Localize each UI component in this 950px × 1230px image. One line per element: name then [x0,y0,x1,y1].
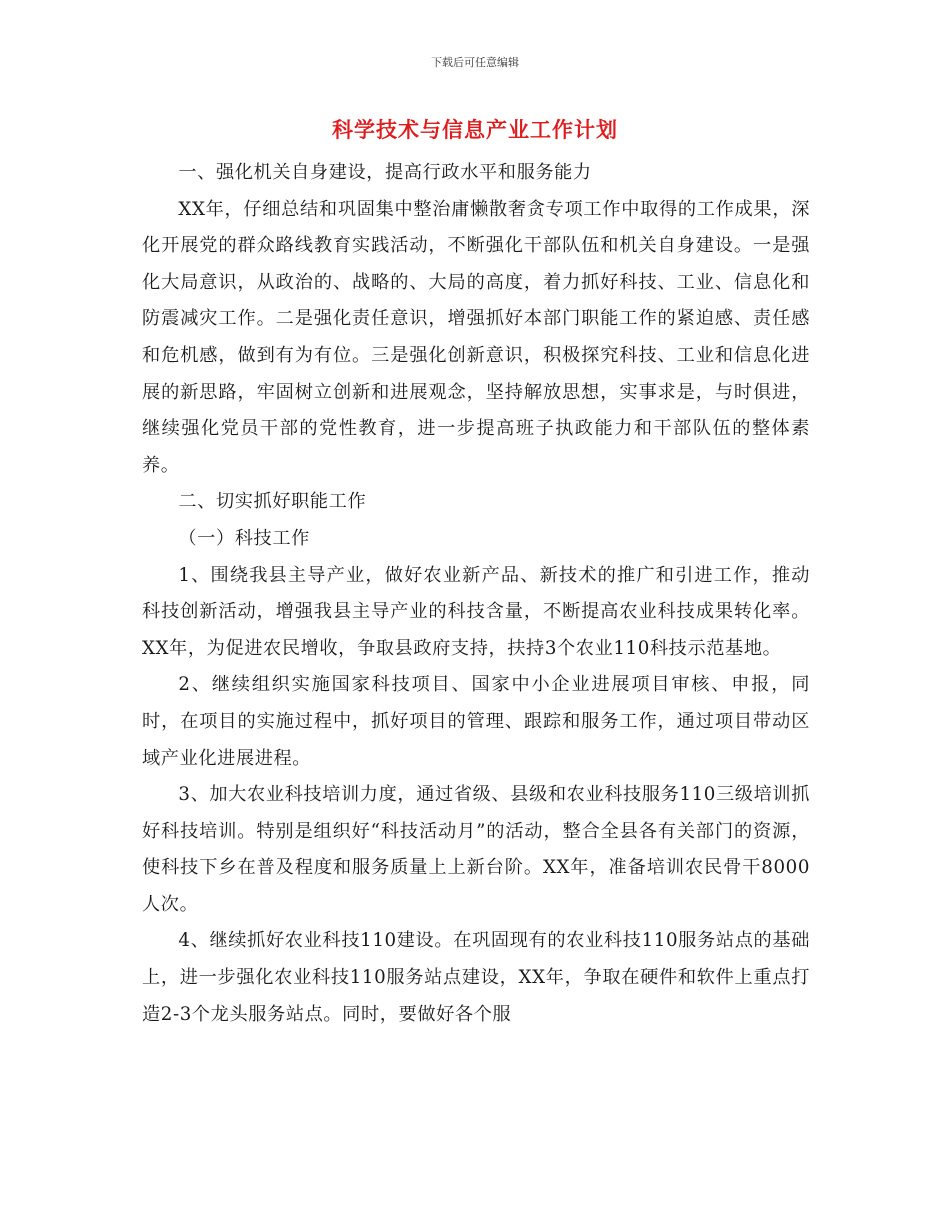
section-heading-1: 一、强化机关自身建设，提高行政水平和服务能力 [178,162,592,183]
document-title: 科学技术与信息产业工作计划 [332,117,618,142]
paragraph-1: XX年，仔细总结和巩固集中整治庸懒散奢贪专项工作中取得的工作成果，深化开展党的群众路线教育实践活动，不断强化干部队伍和机关自身建设。一是强化大局意识，从政治的、战略的、大局的高度，着力抓好科技、工业、信息化和防震减灾工作。二是强化责任意识，增强抓好本部门职能工作的紧迫感、责任感和危机感，做到有为有位。三是强化创新意识，积极探究科技、工业和信息化进展的新思路，牢固树立创新和进展观念，坚持解放思想，实事求是，与时俱进，继续强化党员干部的党性教育，进一步提高班子执政能力和干部队伍的整体素养。 [142,198,810,476]
subsection-heading-tech: （一）科技工作 [178,527,310,549]
section-heading-2: 二、切实抓好职能工作 [178,491,367,513]
document-body [142,155,810,1033]
header-note: 下载后可任意编辑 [431,56,519,69]
list-item-2: 2、继续组织实施国家科技项目、国家中小企业进展项目审核、申报，同时，在项目的实施过程中，抓好项目的管理、跟踪和服务工作，通过项目带动区域产业化进展进程。 [142,674,810,769]
list-item-4: 4、继续抓好农业科技110建设。在巩固现有的农业科技110服务站点的基础上，进一步强化农业科技110服务站点建设，XX年，争取在硬件和软件上重点打造2-3个龙头服务站点。同时，要做好各个服 [142,930,810,1025]
list-item-3: 3、加大农业科技培训力度，通过省级、县级和农业科技服务110三级培训抓好科技培训。特别是组织好“科技活动月”的活动，整合全县各有关部门的资源，使科技下乡在普及程度和服务质量上上新台阶。XX年，准备培训农民骨干8000人次。 [142,784,810,915]
list-item-1: 1、围绕我县主导产业，做好农业新产品、新技术的推广和引进工作，推动科技创新活动，增强我县主导产业的科技含量，不断提高农业科技成果转化率。XX年，为促进农民增收，争取县政府支持，扶持3个农业110科技示范基地。 [142,564,810,659]
